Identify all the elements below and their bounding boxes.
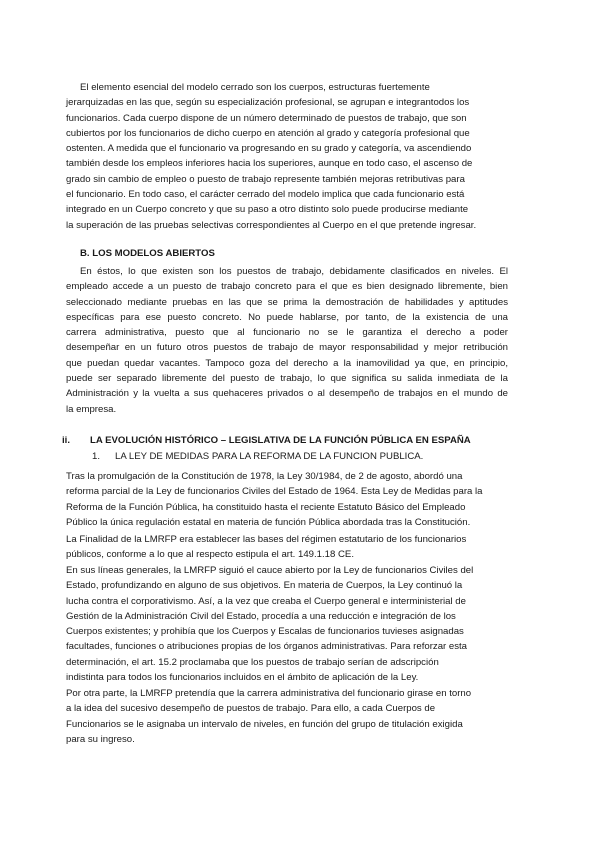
text-line: para su ingreso.	[66, 733, 135, 745]
text-line: Tras la promulgación de la Constitución de 1978, la Ley 30/1984, de 2 de agosto, abordó una	[66, 471, 463, 482]
paragraph-lmrfp-career	[66, 686, 506, 747]
text-line: integrado en un Cuerpo concreto y que su paso a otro distinto solo puede producirse mediante	[66, 204, 469, 216]
paragraph-closed-model	[66, 80, 506, 233]
paragraph-lmrfp-intro	[66, 469, 506, 530]
text-line: Gestión de la Administración Civil del Estado, procedía a una reducción e integración de los	[66, 610, 456, 622]
text-line: a la idea del sucesivo desempeño de puestos de trabajo. Para ello, a cada Cuerpos de	[66, 703, 436, 715]
text-line: seleccionado mediante pruebas en las que se prima la demostración de habilidades y aptitudes	[66, 296, 508, 308]
text-line: la superación de las pruebas selectivas correspondientes al Cuerpo en el que pretende ingresar.	[66, 219, 477, 231]
text-line: puede ser separado libremente del puesto de trabajo, lo que significa su salida inmediata de la	[66, 373, 508, 385]
text-line: Cuerpos existentes; y prohibía que los Cuerpos y Escalas de funcionarios tuvieses asignadas	[66, 626, 464, 638]
text-line: funcionarios. Cada cuerpo dispone de un número determinado de puestos de trabajo, que son	[66, 112, 467, 124]
text-line: específicas para ese puesto concreto. No puede hablarse, por tanto, de la existencia de una	[66, 311, 508, 323]
text-line: que puedan quedar vacantes. Tampoco goza del derecho a la inamovilidad ya que, en principio,	[66, 357, 508, 369]
paragraph-open-models	[66, 264, 508, 417]
paragraph-lmrfp-purpose	[66, 532, 506, 563]
heading-open-models: B. LOS MODELOS ABIERTOS	[80, 248, 215, 259]
text-line: Reforma de la Función Pública, ha constituido hasta el reciente Estatuto Básico del Empleado	[66, 501, 466, 513]
text-line: Funcionarios se le asignaba un intervalo de niveles, en función del grupo de titulación exigida	[66, 718, 463, 730]
text-line: la empresa.	[66, 403, 117, 415]
text-line: ostenten. A medida que el funcionario va progresando en su grado y categoría, va ascendiendo	[66, 143, 472, 155]
text-line: En éstos, lo que existen son los puestos de trabajo, debidamente clasificados en niveles. El	[80, 266, 508, 277]
text-line: jerarquizadas en las que, según su especialización profesional, se agrupan e integrantodos los	[66, 97, 470, 109]
text-line: cubiertos por los funcionarios de dicho cuerpo en atención al grado y categoría profesional que	[66, 127, 470, 139]
text-line: La Finalidad de la LMRFP era establecer las bases del régimen estatutario de los funcionarios	[66, 534, 467, 545]
text-line: Por otra parte, la LMRFP pretendía que la carrera administrativa del funcionario girase en torno	[66, 688, 472, 699]
text-line: reforma parcial de la Ley de funcionarios Civiles del Estado de 1964. Esta Ley de Medidas para la	[66, 486, 483, 498]
paragraph-lmrfp-general	[66, 563, 506, 685]
section-number-ii: ii.	[62, 435, 70, 446]
text-line: lucha contra el corporativismo. Así, a la vez que creaba el Cuerpo general e interministerial de	[66, 595, 466, 607]
subsection-number-1: 1.	[92, 451, 101, 462]
text-line: empleado accede a un puesto de trabajo concreto para el que es bien designado libremente, bien	[66, 281, 508, 293]
text-line: indistinta para todos los funcionarios incluidos en el ámbito de aplicación de la Ley.	[66, 672, 419, 684]
text-line: El elemento esencial del modelo cerrado son los cuerpos, estructuras fuertemente	[80, 82, 430, 93]
text-line: desempeñar en un futuro otros puestos de trabajo de mayor responsabilidad y mejor retribución	[66, 342, 508, 354]
text-line: grado sin cambio de empleo o puesto de trabajo represente también mejoras retributivas para	[66, 173, 465, 185]
text-line: determinación, el art. 15.2 proclamaba que los puestos de trabajo serían de adscripción	[66, 656, 439, 668]
text-line: facultades, funciones o atribuciones propias de los órganos administrativas. Para reforzar esta	[66, 641, 468, 653]
text-line: Público la única regulación estatal en materia de función Pública abordada tras la Constitución.	[66, 516, 471, 528]
text-line: el funcionario. En todo caso, el carácter cerrado del modelo implica que cada funcionario está	[66, 189, 465, 201]
heading-historical-evolution: LA EVOLUCIÓN HISTÓRICO – LEGISLATIVA DE LA FUNCIÓN PÚBLICA EN ESPAÑA	[90, 435, 471, 446]
text-line: también desde los empleos inferiores hacia los superiores, aunque en todo caso, el ascenso de	[66, 158, 473, 170]
text-line: Administración y la vuelta a sus quehaceres privados o al desempeño de trabajos en el mundo de	[66, 388, 508, 400]
text-line: En sus líneas generales, la LMRFP siguió el cauce abierto por la Ley de funcionarios Civiles del	[66, 565, 474, 576]
text-line: públicos, conforme a lo que al respecto estipula el art. 149.1.18 CE.	[66, 549, 354, 561]
heading-law-of-measures: LA LEY DE MEDIDAS PARA LA REFORMA DE LA FUNCION PUBLICA.	[115, 451, 424, 462]
text-line: carrera administrativa, puesto que al funcionario no se le garantiza el derecho a poder	[66, 327, 508, 339]
text-line: Estado, profundizando en alguno de sus objetivos. En materia de Cuerpos, la Ley continuó la	[66, 580, 463, 592]
